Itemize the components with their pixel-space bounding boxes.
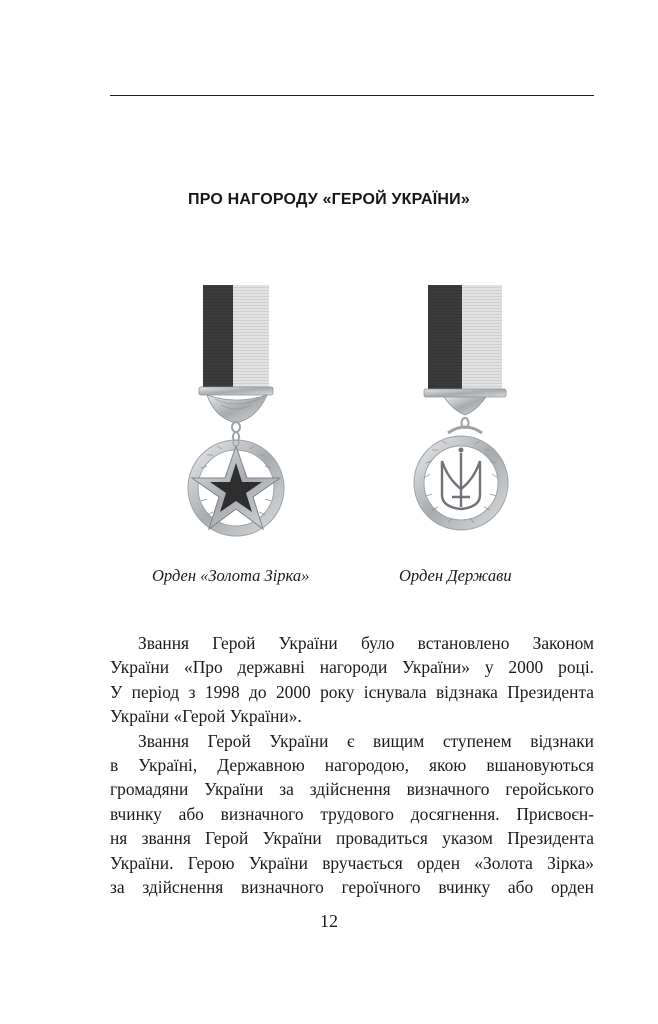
text-line: в Україні, Державною нагородою, якою вшановуються — [110, 754, 594, 775]
text-line: У період з 1998 до 2000 року існувала відзнака Президента — [110, 681, 594, 702]
gold-star-order-icon — [185, 283, 295, 548]
header-rule — [110, 95, 594, 96]
figure-caption-order-of-state: Орден Держави — [399, 566, 512, 585]
body-text — [110, 631, 594, 899]
text-line: громадяни України за здійснення визначного геройського — [110, 779, 594, 800]
order-of-state-icon — [408, 283, 518, 548]
text-line: вчинку або визначного трудового досягнення. Присвоєн- — [110, 803, 594, 824]
text-line: України «Герой України». — [110, 706, 302, 727]
text-line: ня звання Герой України провадиться указом Президента — [110, 828, 594, 849]
text-line: за здійснення визначного героїчного вчинку або орден — [110, 876, 594, 897]
paragraph-2 — [110, 729, 594, 900]
text-line: Звання Герой України було встановлено Законом — [138, 633, 594, 653]
text-line: України. Герою України вручається орден «Золота Зірка» — [110, 852, 594, 873]
text-line: Звання Герой України є вищим ступенем відзнаки — [138, 730, 594, 751]
page-title: ПРО НАГОРОДУ «ГЕРОЙ УКРАЇНИ» — [188, 191, 470, 208]
text-line: України «Про державні нагороди України» у 2000 році. — [110, 657, 594, 678]
paragraph-1 — [110, 631, 594, 729]
page-number: 12 — [320, 911, 338, 931]
figure-caption-gold-star: Орден «Золота Зірка» — [152, 566, 310, 585]
